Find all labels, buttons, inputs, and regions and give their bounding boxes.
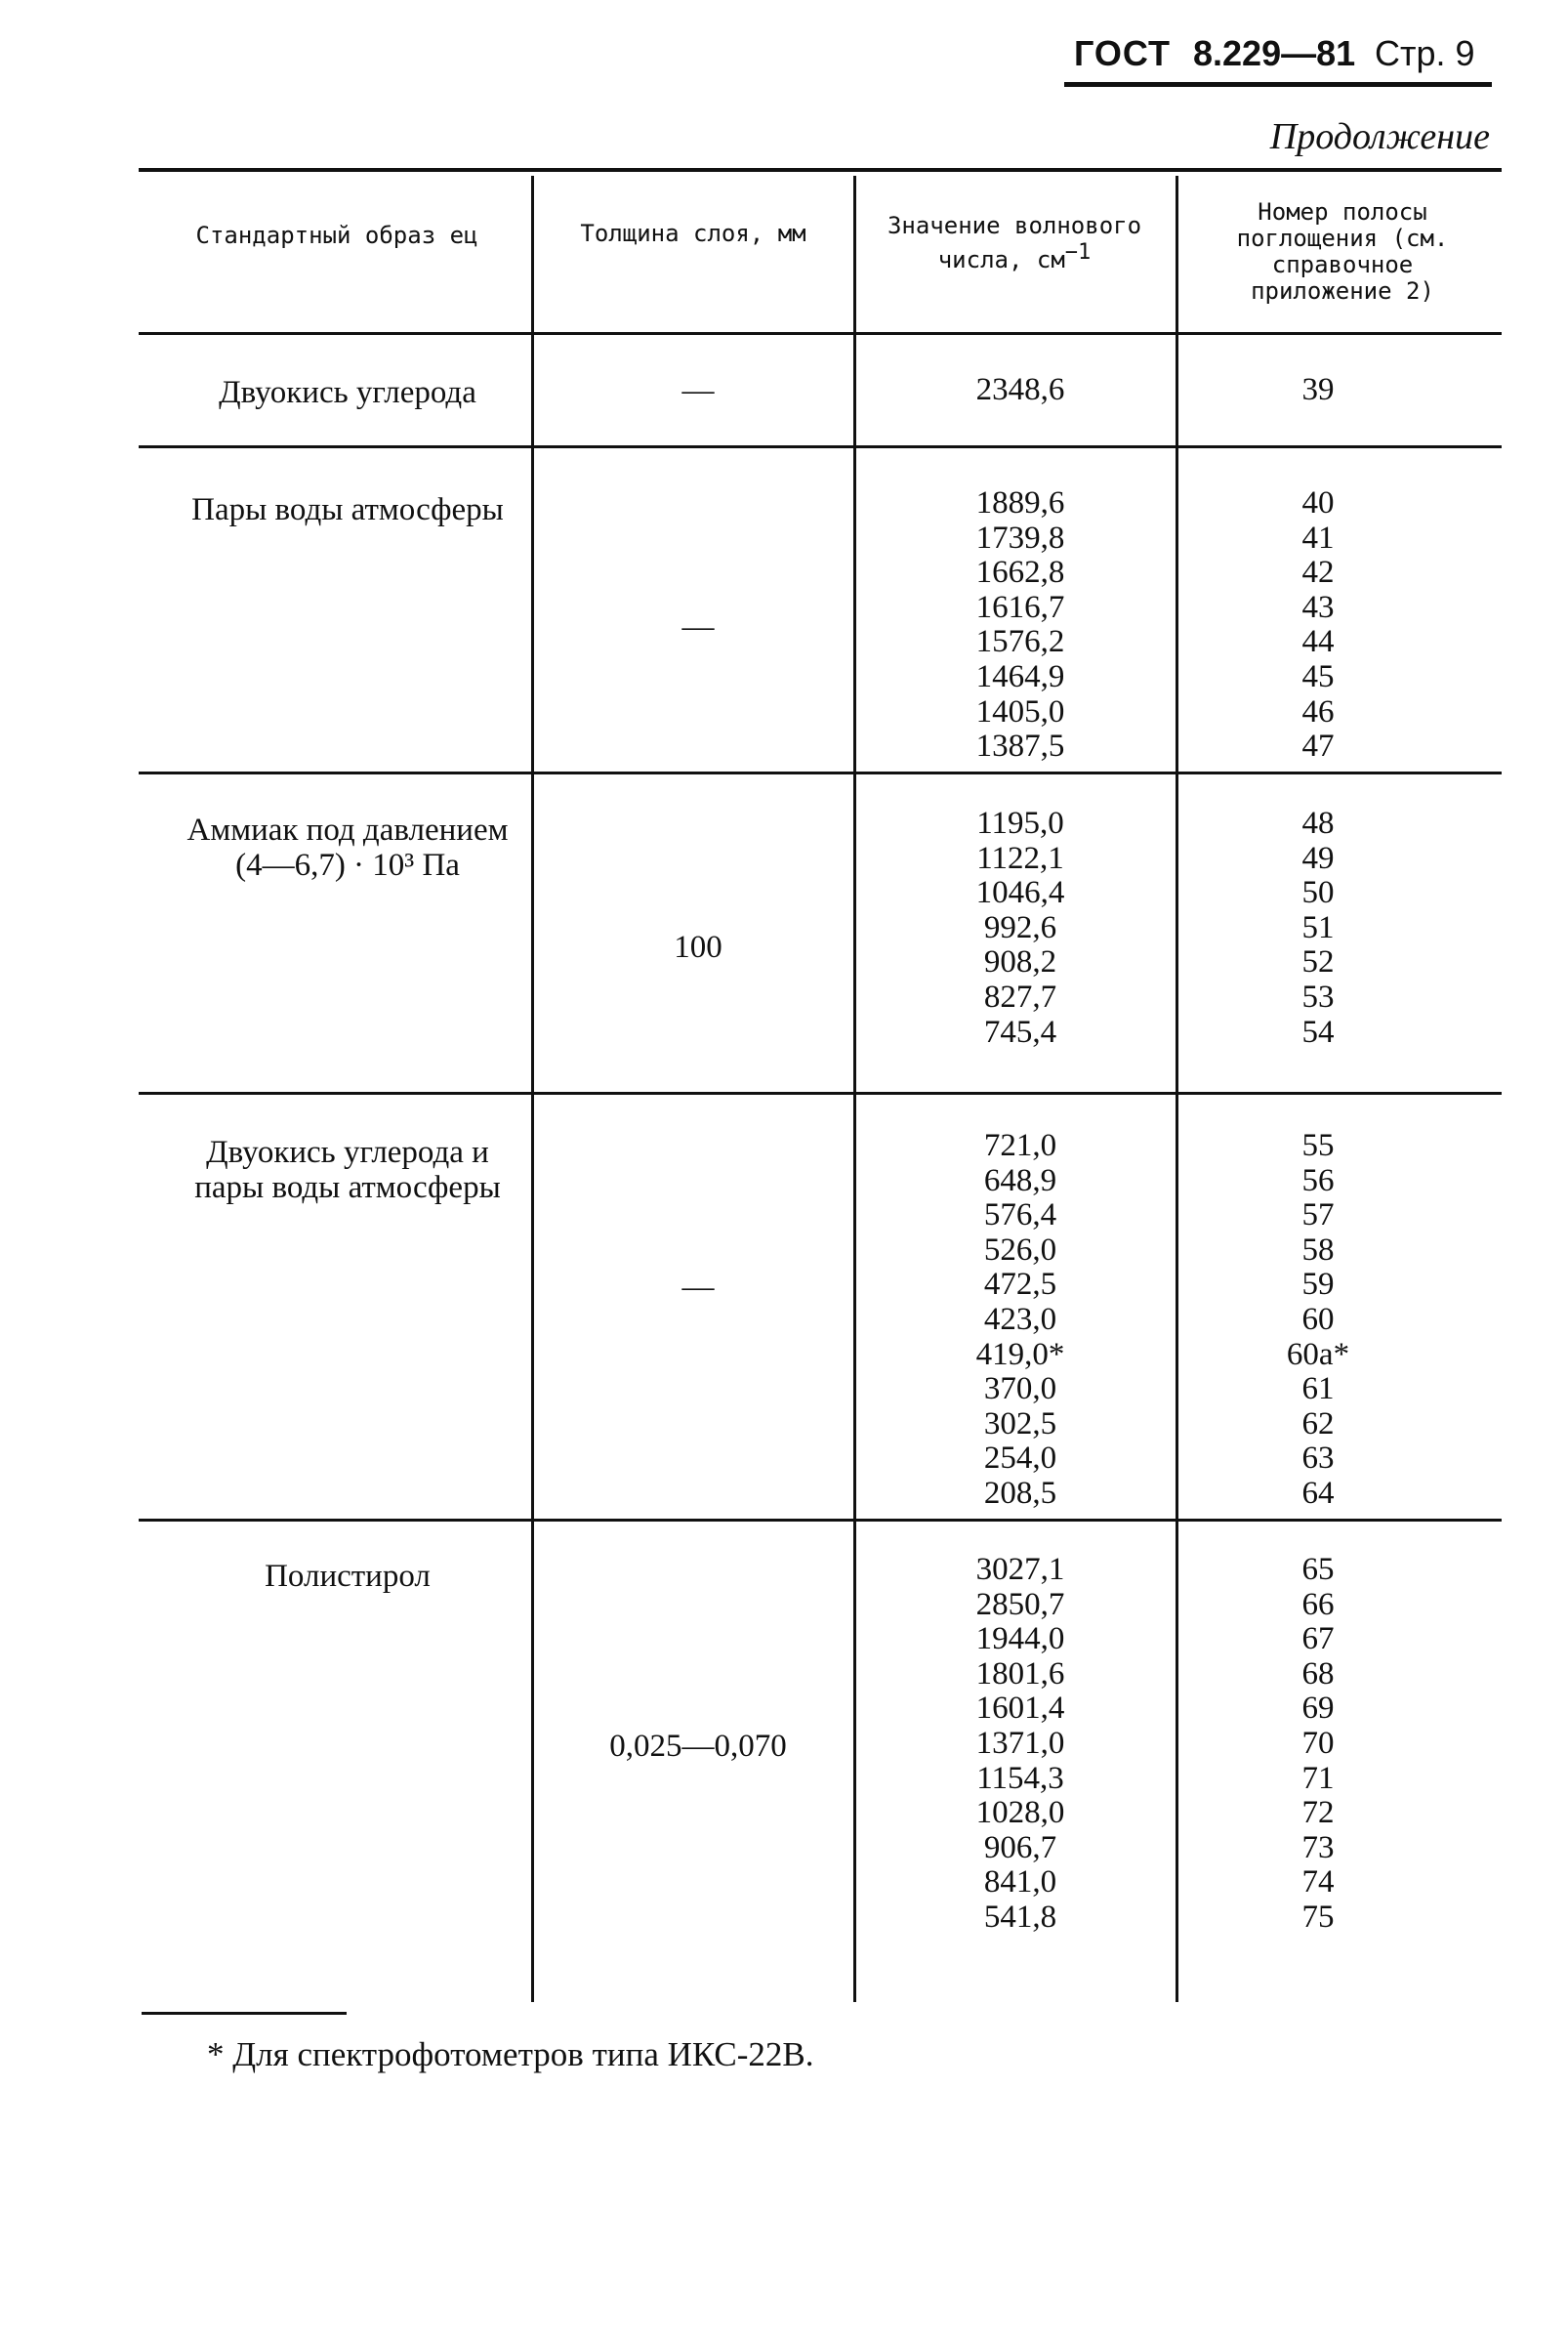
band-numbers (1191, 1129, 1445, 1512)
wavenumber-value: 906,7 (983, 1829, 1057, 1865)
wavenumber-value: 1405,0 (975, 693, 1065, 730)
wavenumber-value: 472,5 (983, 1267, 1057, 1303)
band-numbers (1191, 807, 1445, 1050)
wavenumber-value: 908,2 (983, 944, 1057, 981)
continued-label: Продолжение (1269, 116, 1490, 157)
band-number: 55 (1301, 1128, 1335, 1163)
band-number: 44 (1301, 624, 1335, 660)
band-number: 51 (1301, 909, 1335, 945)
band-number: 52 (1301, 944, 1335, 981)
wavenumber-value: 208,5 (983, 1475, 1057, 1511)
sample-name: Аммиак под давлением (4—6,7) · 10³ Па (186, 813, 509, 883)
band-number: 70 (1301, 1725, 1335, 1761)
band-number: 56 (1301, 1162, 1335, 1198)
wavenumber-value: 3027,1 (975, 1552, 1065, 1587)
wavenumber-value: 541,8 (983, 1899, 1057, 1935)
wavenumber-value: 2348,6 (975, 372, 1065, 407)
band-number: 75 (1301, 1899, 1335, 1935)
band-number: 54 (1301, 1014, 1335, 1050)
column-header-band-number: Номер полосы поглощения (см. справочное приложение 2) (1236, 198, 1449, 305)
layer-thickness: 0,025—0,070 (609, 1729, 787, 1764)
wavenumber-value: 721,0 (983, 1128, 1057, 1163)
band-number: 50 (1301, 875, 1335, 911)
wavenumber-value: 1739,8 (975, 520, 1065, 556)
wavenumber-value: 576,4 (983, 1197, 1057, 1233)
band-number: 39 (1301, 372, 1335, 407)
band-number: 66 (1301, 1586, 1335, 1622)
band-number: 74 (1301, 1864, 1335, 1900)
sample-name: Двуокись углерода (219, 375, 476, 410)
row-divider (139, 772, 1502, 774)
band-number: 41 (1301, 520, 1335, 556)
wavenumber-value: 526,0 (983, 1232, 1057, 1268)
wavenumber-values (859, 1129, 1181, 1512)
wavenumber-value: 1801,6 (975, 1655, 1065, 1692)
wavenumber-value: 1576,2 (975, 624, 1065, 660)
band-number: 45 (1301, 658, 1335, 694)
band-number: 57 (1301, 1197, 1335, 1233)
band-number: 48 (1301, 806, 1335, 841)
sample-name: Двуокись углерода и пары воды атмосферы (194, 1135, 501, 1205)
band-number: 62 (1301, 1405, 1335, 1441)
band-number: 69 (1301, 1691, 1335, 1727)
wavenumber-value: 1028,0 (975, 1795, 1065, 1831)
standard-label: ГОСТ (1074, 33, 1172, 73)
standard-number: 8.229—81 (1193, 33, 1356, 73)
wavenumber-values (859, 1553, 1181, 1936)
band-numbers (1191, 373, 1445, 408)
layer-thickness: — (681, 1270, 715, 1305)
wavenumber-value: 1601,4 (975, 1691, 1065, 1727)
wavenumber-value: 1387,5 (975, 729, 1065, 765)
layer-thickness: 100 (674, 930, 722, 965)
wavenumber-value: 419,0* (975, 1336, 1065, 1372)
band-number: 73 (1301, 1829, 1335, 1865)
wavenumber-value: 370,0 (983, 1371, 1057, 1407)
band-number: 65 (1301, 1552, 1335, 1587)
band-number: 43 (1301, 589, 1335, 625)
wavenumber-value: 1046,4 (975, 875, 1065, 911)
running-header (1064, 27, 1494, 86)
band-number: 67 (1301, 1621, 1335, 1657)
wavenumber-value: 992,6 (983, 909, 1057, 945)
band-number: 42 (1301, 555, 1335, 591)
table-top-rule (139, 168, 1502, 172)
column-header-thickness: Толщина слоя, мм (580, 220, 806, 247)
header-rule (1064, 82, 1492, 87)
band-number: 64 (1301, 1475, 1335, 1511)
wavenumber-value: 2850,7 (975, 1586, 1065, 1622)
band-number: 60 (1301, 1301, 1335, 1337)
wavenumber-value: 1944,0 (975, 1621, 1065, 1657)
footnote: * Для спектрофотометров типа ИКС-22В. (207, 2035, 814, 2073)
sample-name: Пары воды атмосферы (191, 492, 504, 527)
row-divider (139, 1519, 1502, 1522)
wavenumber-value: 841,0 (983, 1864, 1057, 1900)
wavenumber-value: 827,7 (983, 979, 1057, 1015)
band-number: 61 (1301, 1371, 1335, 1407)
column-divider (531, 176, 534, 2002)
column-header-wavenumber (863, 213, 1166, 273)
wavenumber-values (859, 807, 1181, 1050)
band-numbers (1191, 486, 1445, 765)
band-number: 59 (1301, 1267, 1335, 1303)
wavenumber-value: 1195,0 (976, 806, 1064, 841)
wavenumber-value: 1464,9 (975, 658, 1065, 694)
wavenumber-value: 1122,1 (976, 840, 1064, 876)
wavenumber-value: 302,5 (983, 1405, 1057, 1441)
layer-thickness: — (681, 609, 715, 645)
band-number: 63 (1301, 1441, 1335, 1477)
header-bottom-rule (139, 332, 1502, 335)
band-number: 49 (1301, 840, 1335, 876)
column-header-sample: Стандартный образ ец (195, 222, 478, 249)
column-header-wavenumber-label: Значение волнового числа, см (887, 212, 1142, 273)
wavenumber-values (859, 486, 1181, 765)
band-number: 72 (1301, 1795, 1335, 1831)
band-number: 53 (1301, 979, 1335, 1015)
band-number: 58 (1301, 1232, 1335, 1268)
wavenumber-value: 1154,3 (976, 1760, 1064, 1796)
layer-thickness: — (681, 373, 715, 408)
wavenumber-value: 1662,8 (975, 555, 1065, 591)
band-numbers (1191, 1553, 1445, 1936)
wavenumber-value: 1371,0 (975, 1725, 1065, 1761)
band-number: 46 (1301, 693, 1335, 730)
wavenumber-value: 745,4 (983, 1014, 1057, 1050)
sample-name: Полистирол (265, 1559, 431, 1594)
row-divider (139, 445, 1502, 448)
band-number: 47 (1301, 729, 1335, 765)
wavenumber-value: 254,0 (983, 1441, 1057, 1477)
wavenumber-value: 423,0 (983, 1301, 1057, 1337)
column-header-wavenumber-exponent: −1 (1064, 240, 1092, 265)
band-number: 71 (1301, 1760, 1335, 1796)
wavenumber-values (859, 373, 1181, 408)
wavenumber-value: 648,9 (983, 1162, 1057, 1198)
wavenumber-value: 1616,7 (975, 589, 1065, 625)
page-number: Стр. 9 (1375, 33, 1475, 73)
row-divider (139, 1092, 1502, 1095)
footnote-rule (142, 2012, 347, 2015)
band-number: 40 (1301, 485, 1335, 521)
band-number: 68 (1301, 1655, 1335, 1692)
band-number: 60а* (1286, 1336, 1350, 1372)
wavenumber-value: 1889,6 (975, 485, 1065, 521)
